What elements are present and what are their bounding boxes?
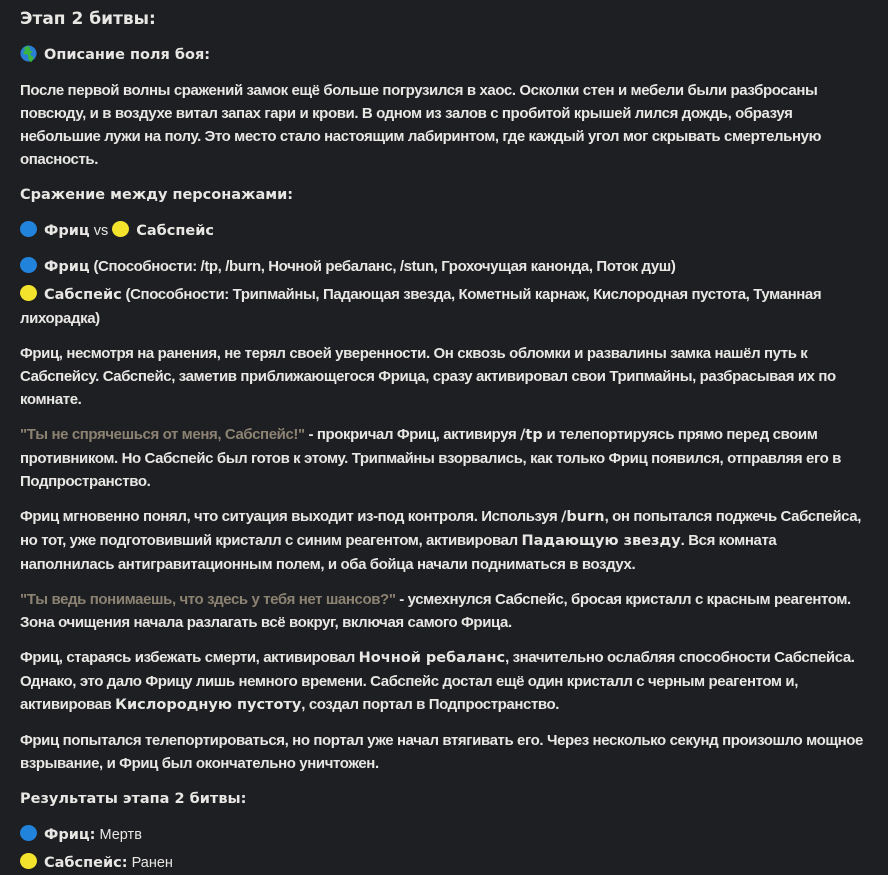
text-strong: Фриц	[44, 259, 90, 275]
text-body: - прокричал Фриц, активируя	[304, 426, 521, 443]
text-strong: Сабспейс	[136, 223, 214, 239]
narrative-paragraph-2	[20, 505, 868, 576]
fritz-abilities-line	[20, 255, 868, 279]
page-title	[20, 8, 868, 31]
text-regular: Мертв	[95, 827, 142, 843]
battle-log-document	[20, 8, 868, 875]
text-strong: Сабспейс:	[44, 855, 128, 871]
text-strong: Фриц:	[44, 827, 96, 843]
narrative-paragraph-1	[20, 342, 868, 411]
text-strong: /tp	[520, 427, 543, 443]
text-heading: Сражение между персонажами:	[20, 187, 294, 203]
text-heading: Результаты этапа 2 битвы:	[20, 791, 247, 807]
result-fritz-line	[20, 823, 868, 847]
text-title: Этап 2 битвы:	[20, 9, 156, 29]
field-description-heading	[20, 43, 868, 67]
text-body: (Способности: Трипмайны, Падающая звезда, Кометный карнаж, Кислородная пустота, Туманная лихорадка)	[20, 286, 822, 327]
text-body: (Способности: /tp, /burn, Ночной ребаланс, /stun, Грохочущая канонда, Поток душ)	[89, 258, 676, 275]
narrative-paragraph-4	[20, 729, 868, 775]
text-regular: Ранен	[127, 855, 173, 871]
text-strong: Фриц	[44, 223, 90, 239]
text-body: Фриц, несмотря на ранения, не терял своей уверенности. Он сквозь обломки и развалины замка нашёл путь к Сабспейсу. Сабспейс, заметив приближающегося Фрица, сразу активировал свои Трипмайны, разбрасывая их по комнате.	[20, 345, 836, 408]
text-strong: Сабспейс	[44, 287, 122, 303]
results-heading	[20, 787, 868, 811]
text-strong: Падающую звезду	[521, 533, 681, 549]
field-description-paragraph	[20, 79, 868, 171]
text-body: и телепортируясь прямо перед своим противником. Но Сабспейс был готов к этому. Трипмайны взорвались, как только Фриц появился, отправляя его в Подпространство.	[20, 426, 841, 490]
result-subspace-line	[20, 851, 868, 875]
narrative-paragraph-3	[20, 646, 868, 717]
yellow-circle-icon	[112, 221, 129, 237]
text-strong: /burn	[561, 509, 605, 525]
blue-circle-icon	[20, 257, 37, 273]
text-body: Фриц попытался телепортироваться, но портал уже начал втягивать его. Через несколько секунд произошло мощное взрывание, и Фриц был окончательно уничтожен.	[20, 732, 863, 772]
text-quote: "Ты не спрячешься от меня, Сабспейс!"	[20, 426, 305, 443]
text-body: - усмехнулся Сабспейс, бросая кристалл с красным реагентом. Зона очищения начала разлагать всё вокруг, включая самого Фрица.	[20, 591, 851, 631]
subspace-abilities-line	[20, 283, 868, 330]
text-body: , он попытался поджечь Сабспейса, но тот, уже подготовивший кристалл с синим реагентом, активировал	[20, 508, 861, 549]
text-body: Фриц мгновенно понял, что ситуация выходит из-под контроля. Используя	[20, 508, 562, 525]
blue-circle-icon	[20, 825, 37, 841]
text-body: После первой волны сражений замок ещё больше погрузился в хаос. Осколки стен и мебели были разбросаны повсюду, и в воздухе витал запах гари и крови. В одном из залов с пробитой крышей лился дождь, образуя небольшие лужи на полу. Это место стало настоящим лабиринтом, где каждый угол мог скрывать смертельную опасность.	[20, 82, 822, 168]
blue-circle-icon	[20, 221, 37, 237]
text-strong: Ночной ребаланс	[358, 650, 506, 666]
text-body: . Вся комната наполнилась антигравитационным полем, и оба бойца начали подниматься в воздух.	[20, 532, 777, 573]
text-strong: Кислородную пустоту	[115, 697, 302, 713]
quote-paragraph-1	[20, 423, 868, 493]
text-heading: Описание поля боя:	[44, 47, 211, 63]
versus-line	[20, 219, 868, 243]
globe-icon	[20, 45, 37, 62]
text-body: , значительно ослабляя способности Сабспейса. Однако, это дало Фрицу лишь немного времени. Сабспейс достал ещё один кристалл с черным реагентом и, активировав	[20, 649, 855, 713]
text-body: , создал портал в Подпространство.	[301, 696, 560, 713]
yellow-circle-icon	[20, 853, 37, 869]
yellow-circle-icon	[20, 285, 37, 301]
quote-paragraph-2	[20, 588, 868, 634]
battle-heading	[20, 183, 868, 207]
text-regular: vs	[89, 223, 113, 239]
text-body: Фриц, стараясь избежать смерти, активировал	[20, 649, 359, 666]
text-quote: "Ты ведь понимаешь, что здесь у тебя нет шансов?"	[20, 591, 396, 608]
